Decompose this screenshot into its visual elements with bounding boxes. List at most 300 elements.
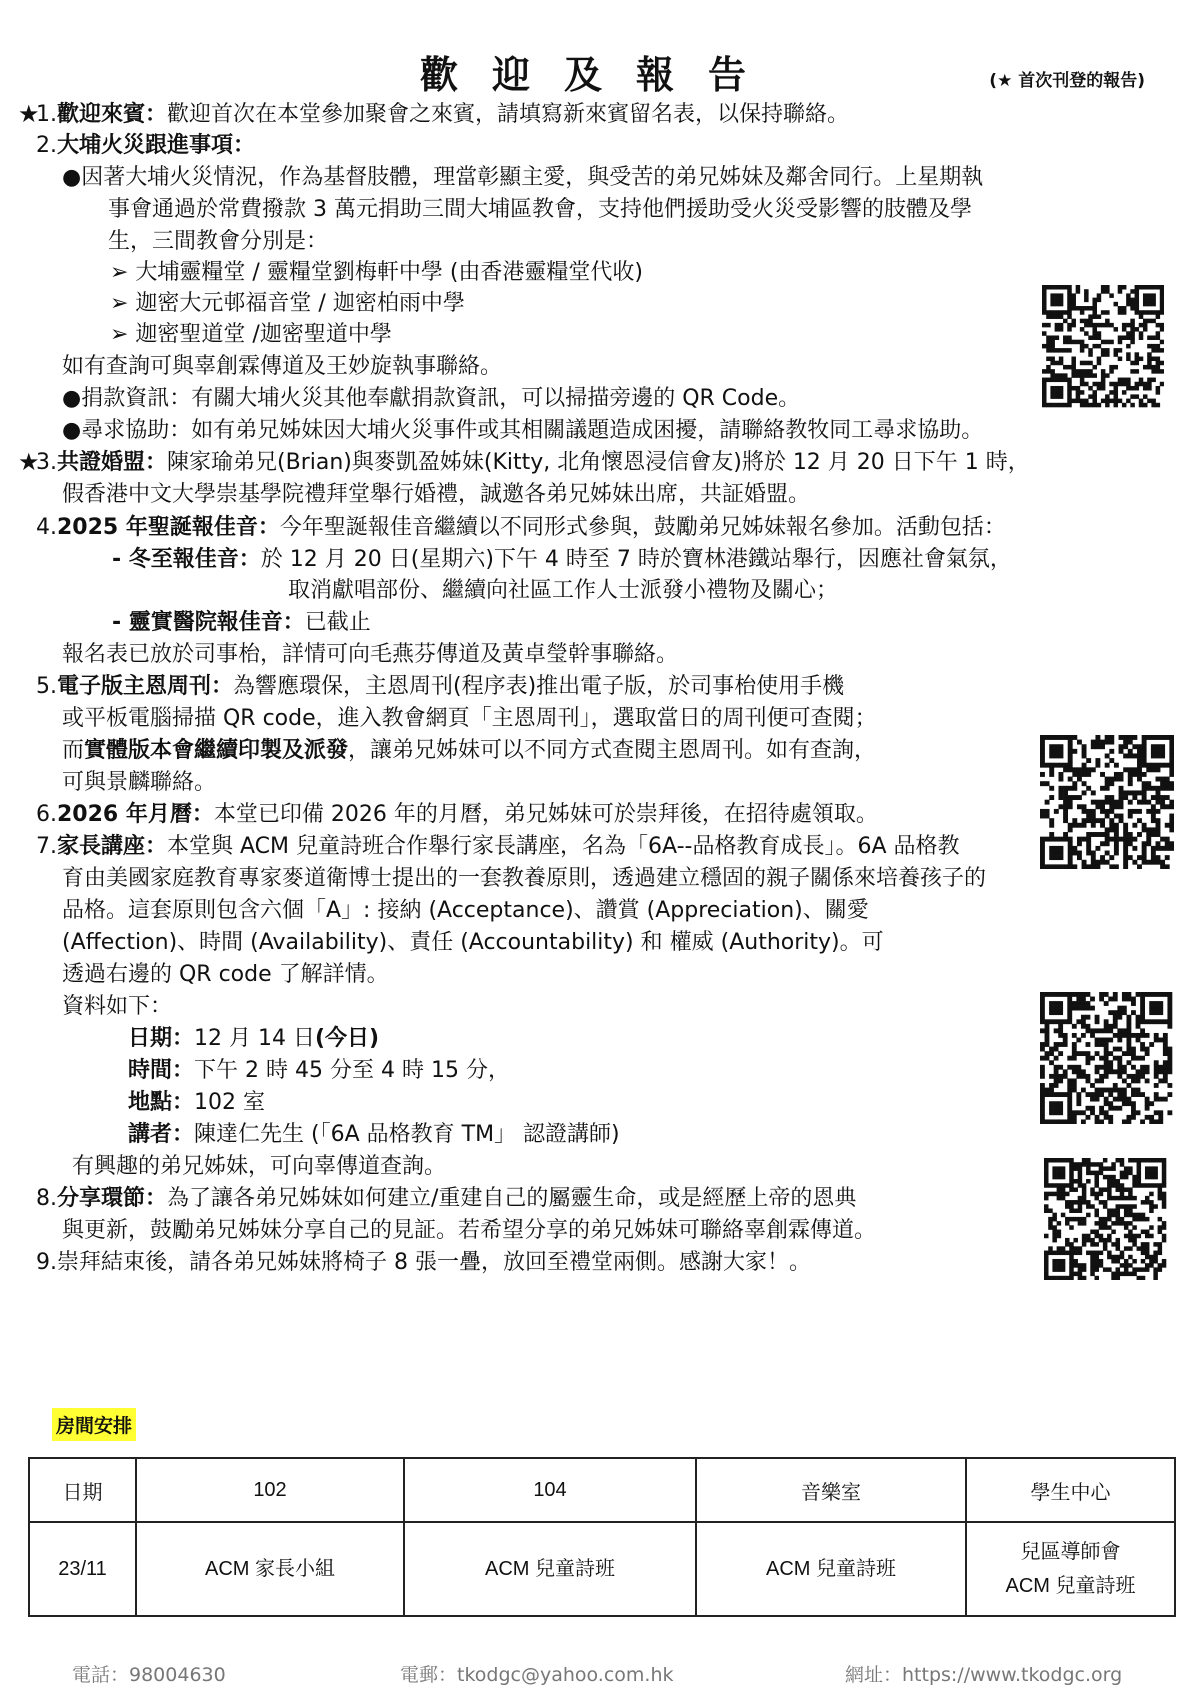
qr-module (1142, 860, 1147, 865)
qr-module (1054, 763, 1059, 768)
qr-module (1078, 1200, 1083, 1205)
qr-module (1055, 373, 1060, 378)
qr-module (1156, 285, 1161, 290)
qr-module (1090, 1083, 1095, 1088)
qr-module (1067, 285, 1072, 290)
qr-module (1049, 772, 1054, 777)
qr-module (1109, 823, 1114, 828)
qr-module (1077, 837, 1082, 842)
qr-module (1076, 1069, 1081, 1074)
qr-module (1086, 1078, 1091, 1083)
table-row (29, 1522, 1175, 1616)
qr-module (1105, 851, 1110, 856)
qr-module (1128, 1221, 1133, 1226)
qr-module (1131, 1056, 1136, 1061)
qr-module (1149, 992, 1154, 997)
qr-module (1154, 1010, 1159, 1015)
qr-module (1052, 1213, 1057, 1218)
qr-module (1169, 814, 1174, 819)
qr-module (1107, 1208, 1112, 1213)
qr-module (1145, 1019, 1150, 1024)
qr-module (1068, 749, 1073, 754)
qr-module (1040, 1097, 1045, 1102)
qr-module (1094, 1230, 1099, 1235)
qr-module (1067, 340, 1072, 345)
qr-module (1065, 1158, 1070, 1163)
qr-module (1059, 403, 1064, 408)
qr-module (1095, 758, 1100, 763)
qr-module (1156, 800, 1161, 805)
qr-module (1128, 1255, 1133, 1260)
qr-module (1088, 323, 1093, 328)
qr-module (1167, 1060, 1172, 1065)
qr-module (1116, 1208, 1121, 1213)
qr-module (1082, 767, 1087, 772)
qr-module (1114, 386, 1119, 391)
qr-module (1169, 818, 1174, 823)
qr-module (1132, 1196, 1137, 1201)
qr-module (1120, 1187, 1125, 1192)
qr-module (1068, 823, 1073, 828)
qr-module (1105, 753, 1110, 758)
qr-module (1105, 735, 1110, 740)
qr-module (1123, 753, 1128, 758)
qr-module (1052, 1171, 1057, 1176)
qr-module (1091, 744, 1096, 749)
qr-module (1080, 344, 1085, 349)
qr-module (1080, 310, 1085, 315)
qr-module (1046, 335, 1051, 340)
qr-module (1058, 1101, 1063, 1106)
qr-module (1095, 804, 1100, 809)
qr-module (1165, 795, 1170, 800)
qr-module (1080, 327, 1085, 332)
qr-module (1149, 1158, 1154, 1163)
qr-module (1055, 394, 1060, 399)
qr-module (1067, 306, 1072, 311)
qr-module (1116, 1187, 1121, 1192)
qr-module (1122, 1033, 1127, 1038)
qr-module (1158, 1010, 1163, 1015)
qr-module (1057, 1267, 1062, 1272)
qr-module (1086, 1179, 1091, 1184)
qr-module (1111, 1183, 1116, 1188)
qr-module (1049, 1019, 1054, 1024)
qr-module (1063, 335, 1068, 340)
qr-module (1117, 1033, 1122, 1038)
qr-module (1059, 357, 1064, 362)
qr-module (1126, 302, 1131, 307)
qr-module (1103, 1217, 1108, 1222)
qr-module (1114, 777, 1119, 782)
qr-module (1105, 285, 1110, 290)
qr-module (1068, 804, 1073, 809)
qr-module (1094, 1276, 1099, 1280)
qr-module (1084, 344, 1089, 349)
qr-module (1132, 823, 1137, 828)
qr-module (1151, 860, 1156, 865)
qr-module (1078, 1183, 1083, 1188)
qr-module (1076, 1006, 1081, 1011)
qr-module (1082, 1221, 1087, 1226)
qr-module (1097, 361, 1102, 366)
qr-module (1118, 335, 1123, 340)
qr-module (1151, 348, 1156, 353)
qr-module (1108, 1024, 1113, 1029)
qr-module (1160, 781, 1165, 786)
qr-code-icon[interactable] (1040, 735, 1174, 869)
qr-module (1131, 1110, 1136, 1115)
qr-module (1153, 1204, 1158, 1209)
qr-module (1123, 744, 1128, 749)
qr-module (1057, 1187, 1062, 1192)
qr-module (1113, 1083, 1118, 1088)
qr-module (1105, 809, 1110, 814)
qr-module (1162, 1259, 1167, 1264)
qr-module (1073, 1238, 1078, 1243)
qr-module (1081, 1024, 1086, 1029)
qr-module (1151, 763, 1156, 768)
qr-module (1072, 1051, 1077, 1056)
qr-module (1040, 997, 1045, 1002)
qr-module (1045, 800, 1050, 805)
qr-module (1128, 1230, 1133, 1235)
qr-module (1156, 403, 1161, 408)
qr-module (1100, 772, 1105, 777)
qr-module (1167, 1024, 1172, 1029)
qr-module (1081, 1069, 1086, 1074)
qr-module (1101, 285, 1106, 290)
qr-module (1086, 1200, 1091, 1205)
qr-module (1137, 758, 1142, 763)
qr-module (1059, 394, 1064, 399)
qr-module (1040, 846, 1045, 851)
qr-module (1050, 373, 1055, 378)
qr-module (1116, 1246, 1121, 1251)
qr-module (1142, 841, 1147, 846)
qr-module (1167, 1110, 1172, 1115)
item-6: 6.2026 年月曆：本堂已印備 2026 年的月曆，弟兄姊妹可於崇拜後，在招待處領取。 (36, 802, 878, 827)
qr-module (1065, 1221, 1070, 1226)
qr-module (1120, 1255, 1125, 1260)
footer-website[interactable]: 網址：https://www.tkodgc.org (845, 1664, 1123, 1686)
qr-module (1058, 1106, 1063, 1111)
qr-module (1099, 1221, 1104, 1226)
qr-module (1058, 1028, 1063, 1033)
qr-module (1091, 851, 1096, 856)
item-2-bullet-1-line-2: 事會通過於常費撥款 3 萬元捐助三間大埔區教會，支持他們援助受火災受影響的肢體及學 (108, 197, 972, 222)
qr-module (1137, 1171, 1142, 1176)
qr-module (1094, 1234, 1099, 1239)
qr-module (1117, 1088, 1122, 1093)
qr-module (1141, 1213, 1146, 1218)
qr-module (1126, 298, 1131, 303)
qr-module (1137, 772, 1142, 777)
qr-module (1142, 790, 1147, 795)
qr-module (1108, 1088, 1113, 1093)
qr-module (1046, 344, 1051, 349)
qr-module (1105, 352, 1110, 357)
qr-module (1107, 1255, 1112, 1260)
qr-module (1145, 1263, 1150, 1268)
qr-module (1137, 1179, 1142, 1184)
qr-module (1131, 1106, 1136, 1111)
qr-module (1145, 1158, 1150, 1163)
qr-module (1082, 763, 1087, 768)
qr-module (1067, 1106, 1072, 1111)
qr-module (1044, 1208, 1049, 1213)
item-7-line-4: (Affection)、時間 (Availability)、責任 (Accountability) 和 權威 (Authority)。可 (62, 930, 884, 955)
qr-module (1072, 1115, 1077, 1120)
qr-module (1073, 1200, 1078, 1205)
qr-module (1055, 302, 1060, 307)
qr-module (1077, 841, 1082, 846)
qr-module (1059, 314, 1064, 319)
qr-module (1141, 1230, 1146, 1235)
qr-module (1090, 1267, 1095, 1272)
qr-module (1058, 1074, 1063, 1079)
qr-module (1130, 289, 1135, 294)
qr-module (1142, 800, 1147, 805)
qr-module (1076, 1019, 1081, 1024)
qr-module (1081, 1119, 1086, 1124)
qr-module (1077, 772, 1082, 777)
qr-module (1054, 1074, 1059, 1079)
qr-module (1081, 1074, 1086, 1079)
church-item: ➢ 迦密大元邨福音堂 / 迦密柏雨中學 (110, 291, 465, 316)
qr-module (1063, 1019, 1068, 1024)
qr-module (1095, 800, 1100, 805)
qr-module (1169, 823, 1174, 828)
qr-module (1117, 1028, 1122, 1033)
qr-module (1057, 1196, 1062, 1201)
qr-module (1099, 1092, 1104, 1097)
qr-module (1130, 394, 1135, 399)
qr-module (1105, 763, 1110, 768)
qr-module (1071, 361, 1076, 366)
qr-module (1151, 753, 1156, 758)
qr-module (1126, 1119, 1131, 1124)
qr-module (1128, 772, 1133, 777)
qr-module (1132, 753, 1137, 758)
qr-module (1120, 1183, 1125, 1188)
qr-module (1077, 740, 1082, 745)
qr-module (1090, 1110, 1095, 1115)
qr-module (1095, 763, 1100, 768)
qr-module (1086, 1204, 1091, 1209)
qr-module (1119, 772, 1124, 777)
qr-module (1049, 786, 1054, 791)
qr-module (1131, 1115, 1136, 1120)
qr-module (1080, 319, 1085, 324)
qr-module (1132, 772, 1137, 777)
item-2-contact: 如有查詢可與辜創霖傳道及王妙旋執事聯絡。 (62, 354, 503, 379)
qr-module (1104, 1088, 1109, 1093)
qr-module (1049, 851, 1054, 856)
qr-module (1058, 1051, 1063, 1056)
qr-module (1156, 823, 1161, 828)
qr-module (1044, 1251, 1049, 1256)
qr-module (1141, 1242, 1146, 1247)
qr-code-icon[interactable] (1044, 1158, 1168, 1280)
carol-solstice: - 冬至報佳音：於 12 月 20 日(星期六)下午 4 時至 7 時於寶林港鐵站舉行，因應社會氣氛， (112, 547, 1012, 572)
qr-module (1122, 378, 1127, 383)
qr-module (1045, 735, 1050, 740)
qr-module (1151, 403, 1156, 408)
qr-module (1162, 1158, 1167, 1163)
qr-module (1154, 1001, 1159, 1006)
qr-module (1128, 1192, 1133, 1197)
qr-module (1049, 823, 1054, 828)
footer-email[interactable]: 電郵：tkodgc@yahoo.com.hk (400, 1664, 674, 1686)
qr-module (1052, 1166, 1057, 1171)
qr-module (1131, 1033, 1136, 1038)
qr-module (1105, 777, 1110, 782)
qr-module (1059, 298, 1064, 303)
qr-module (1042, 369, 1047, 374)
qr-module (1057, 1192, 1062, 1197)
qr-module (1049, 1074, 1054, 1079)
qr-module (1063, 1092, 1068, 1097)
qr-module (1065, 1217, 1070, 1222)
qr-code-icon[interactable] (1042, 285, 1164, 409)
qr-module (1099, 1065, 1104, 1070)
qr-module (1160, 361, 1164, 366)
qr-module (1067, 365, 1072, 370)
qr-module (1140, 1065, 1145, 1070)
qr-module (1063, 403, 1068, 408)
qr-module (1122, 310, 1127, 315)
qr-code-icon[interactable] (1040, 992, 1174, 1124)
qr-module (1045, 1056, 1050, 1061)
qr-module (1104, 1051, 1109, 1056)
qr-module (1167, 1019, 1172, 1024)
qr-module (1118, 399, 1123, 404)
qr-module (1158, 1230, 1163, 1235)
qr-module (1084, 361, 1089, 366)
qr-module (1091, 823, 1096, 828)
qr-module (1126, 344, 1131, 349)
qr-module (1104, 1069, 1109, 1074)
qr-module (1049, 795, 1054, 800)
qr-module (1040, 1115, 1045, 1120)
qr-module (1128, 735, 1133, 740)
qr-module (1147, 352, 1152, 357)
qr-module (1050, 344, 1055, 349)
qr-module (1099, 1028, 1104, 1033)
qr-module (1057, 1276, 1062, 1280)
qr-module (1104, 1038, 1109, 1043)
qr-module (1140, 1047, 1145, 1052)
qr-module (1076, 1101, 1081, 1106)
qr-module (1042, 344, 1047, 349)
qr-module (1092, 298, 1097, 303)
qr-module (1072, 767, 1077, 772)
qr-module (1113, 1056, 1118, 1061)
qr-module (1049, 753, 1054, 758)
qr-module (1063, 804, 1068, 809)
qr-module (1147, 378, 1152, 383)
qr-module (1154, 1038, 1159, 1043)
qr-module (1097, 293, 1102, 298)
qr-module (1111, 1162, 1116, 1167)
qr-module (1073, 1187, 1078, 1192)
qr-module (1082, 818, 1087, 823)
qr-module (1145, 1115, 1150, 1120)
qr-module (1158, 1196, 1163, 1201)
qr-module (1109, 809, 1114, 814)
qr-module (1113, 1010, 1118, 1015)
qr-module (1101, 373, 1106, 378)
qr-module (1114, 841, 1119, 846)
qr-module (1137, 809, 1142, 814)
qr-module (1094, 1208, 1099, 1213)
qr-module (1147, 382, 1152, 387)
qr-module (1160, 804, 1165, 809)
qr-module (1044, 1267, 1049, 1272)
qr-module (1040, 1092, 1045, 1097)
qr-module (1099, 1238, 1104, 1243)
qr-module (1040, 749, 1045, 754)
qr-module (1081, 1015, 1086, 1020)
qr-module (1116, 1259, 1121, 1264)
qr-module (1165, 841, 1170, 846)
qr-module (1116, 1221, 1121, 1226)
qr-module (1076, 369, 1081, 374)
qr-module (1114, 365, 1119, 370)
qr-module (1139, 310, 1144, 315)
qr-module (1151, 818, 1156, 823)
qr-module (1072, 749, 1077, 754)
qr-module (1120, 1251, 1125, 1256)
qr-module (1109, 837, 1114, 842)
qr-module (1054, 1083, 1059, 1088)
qr-module (1069, 1187, 1074, 1192)
qr-module (1126, 335, 1131, 340)
qr-module (1156, 841, 1161, 846)
qr-module (1149, 1263, 1154, 1268)
item-2-bullet-2: ●捐款資訊：有關大埔火災其他奉獻捐款資訊，可以掃描旁邊的 QR Code。 (62, 386, 801, 411)
qr-module (1055, 314, 1060, 319)
qr-module (1124, 1272, 1129, 1277)
qr-module (1128, 781, 1133, 786)
qr-module (1061, 1213, 1066, 1218)
qr-module (1057, 1234, 1062, 1239)
qr-module (1160, 777, 1165, 782)
qr-module (1122, 306, 1127, 311)
qr-module (1132, 744, 1137, 749)
qr-module (1132, 1175, 1137, 1180)
qr-module (1040, 744, 1045, 749)
item-5-line-3: 而實體版本會繼續印製及派發，讓弟兄姊妹可以不同方式查閱主恩周刊。如有查詢， (62, 738, 877, 763)
qr-module (1156, 390, 1161, 395)
qr-module (1084, 293, 1089, 298)
qr-module (1072, 735, 1077, 740)
qr-module (1162, 1263, 1167, 1268)
qr-module (1116, 1183, 1121, 1188)
qr-module (1109, 340, 1114, 345)
qr-module (1105, 832, 1110, 837)
qr-module (1151, 749, 1156, 754)
qr-module (1058, 1019, 1063, 1024)
qr-module (1072, 772, 1077, 777)
qr-module (1048, 1246, 1053, 1251)
qr-module (1108, 1115, 1113, 1120)
qr-module (1099, 1225, 1104, 1230)
qr-module (1162, 1162, 1167, 1167)
qr-module (1163, 1038, 1168, 1043)
qr-module (1069, 1255, 1074, 1260)
